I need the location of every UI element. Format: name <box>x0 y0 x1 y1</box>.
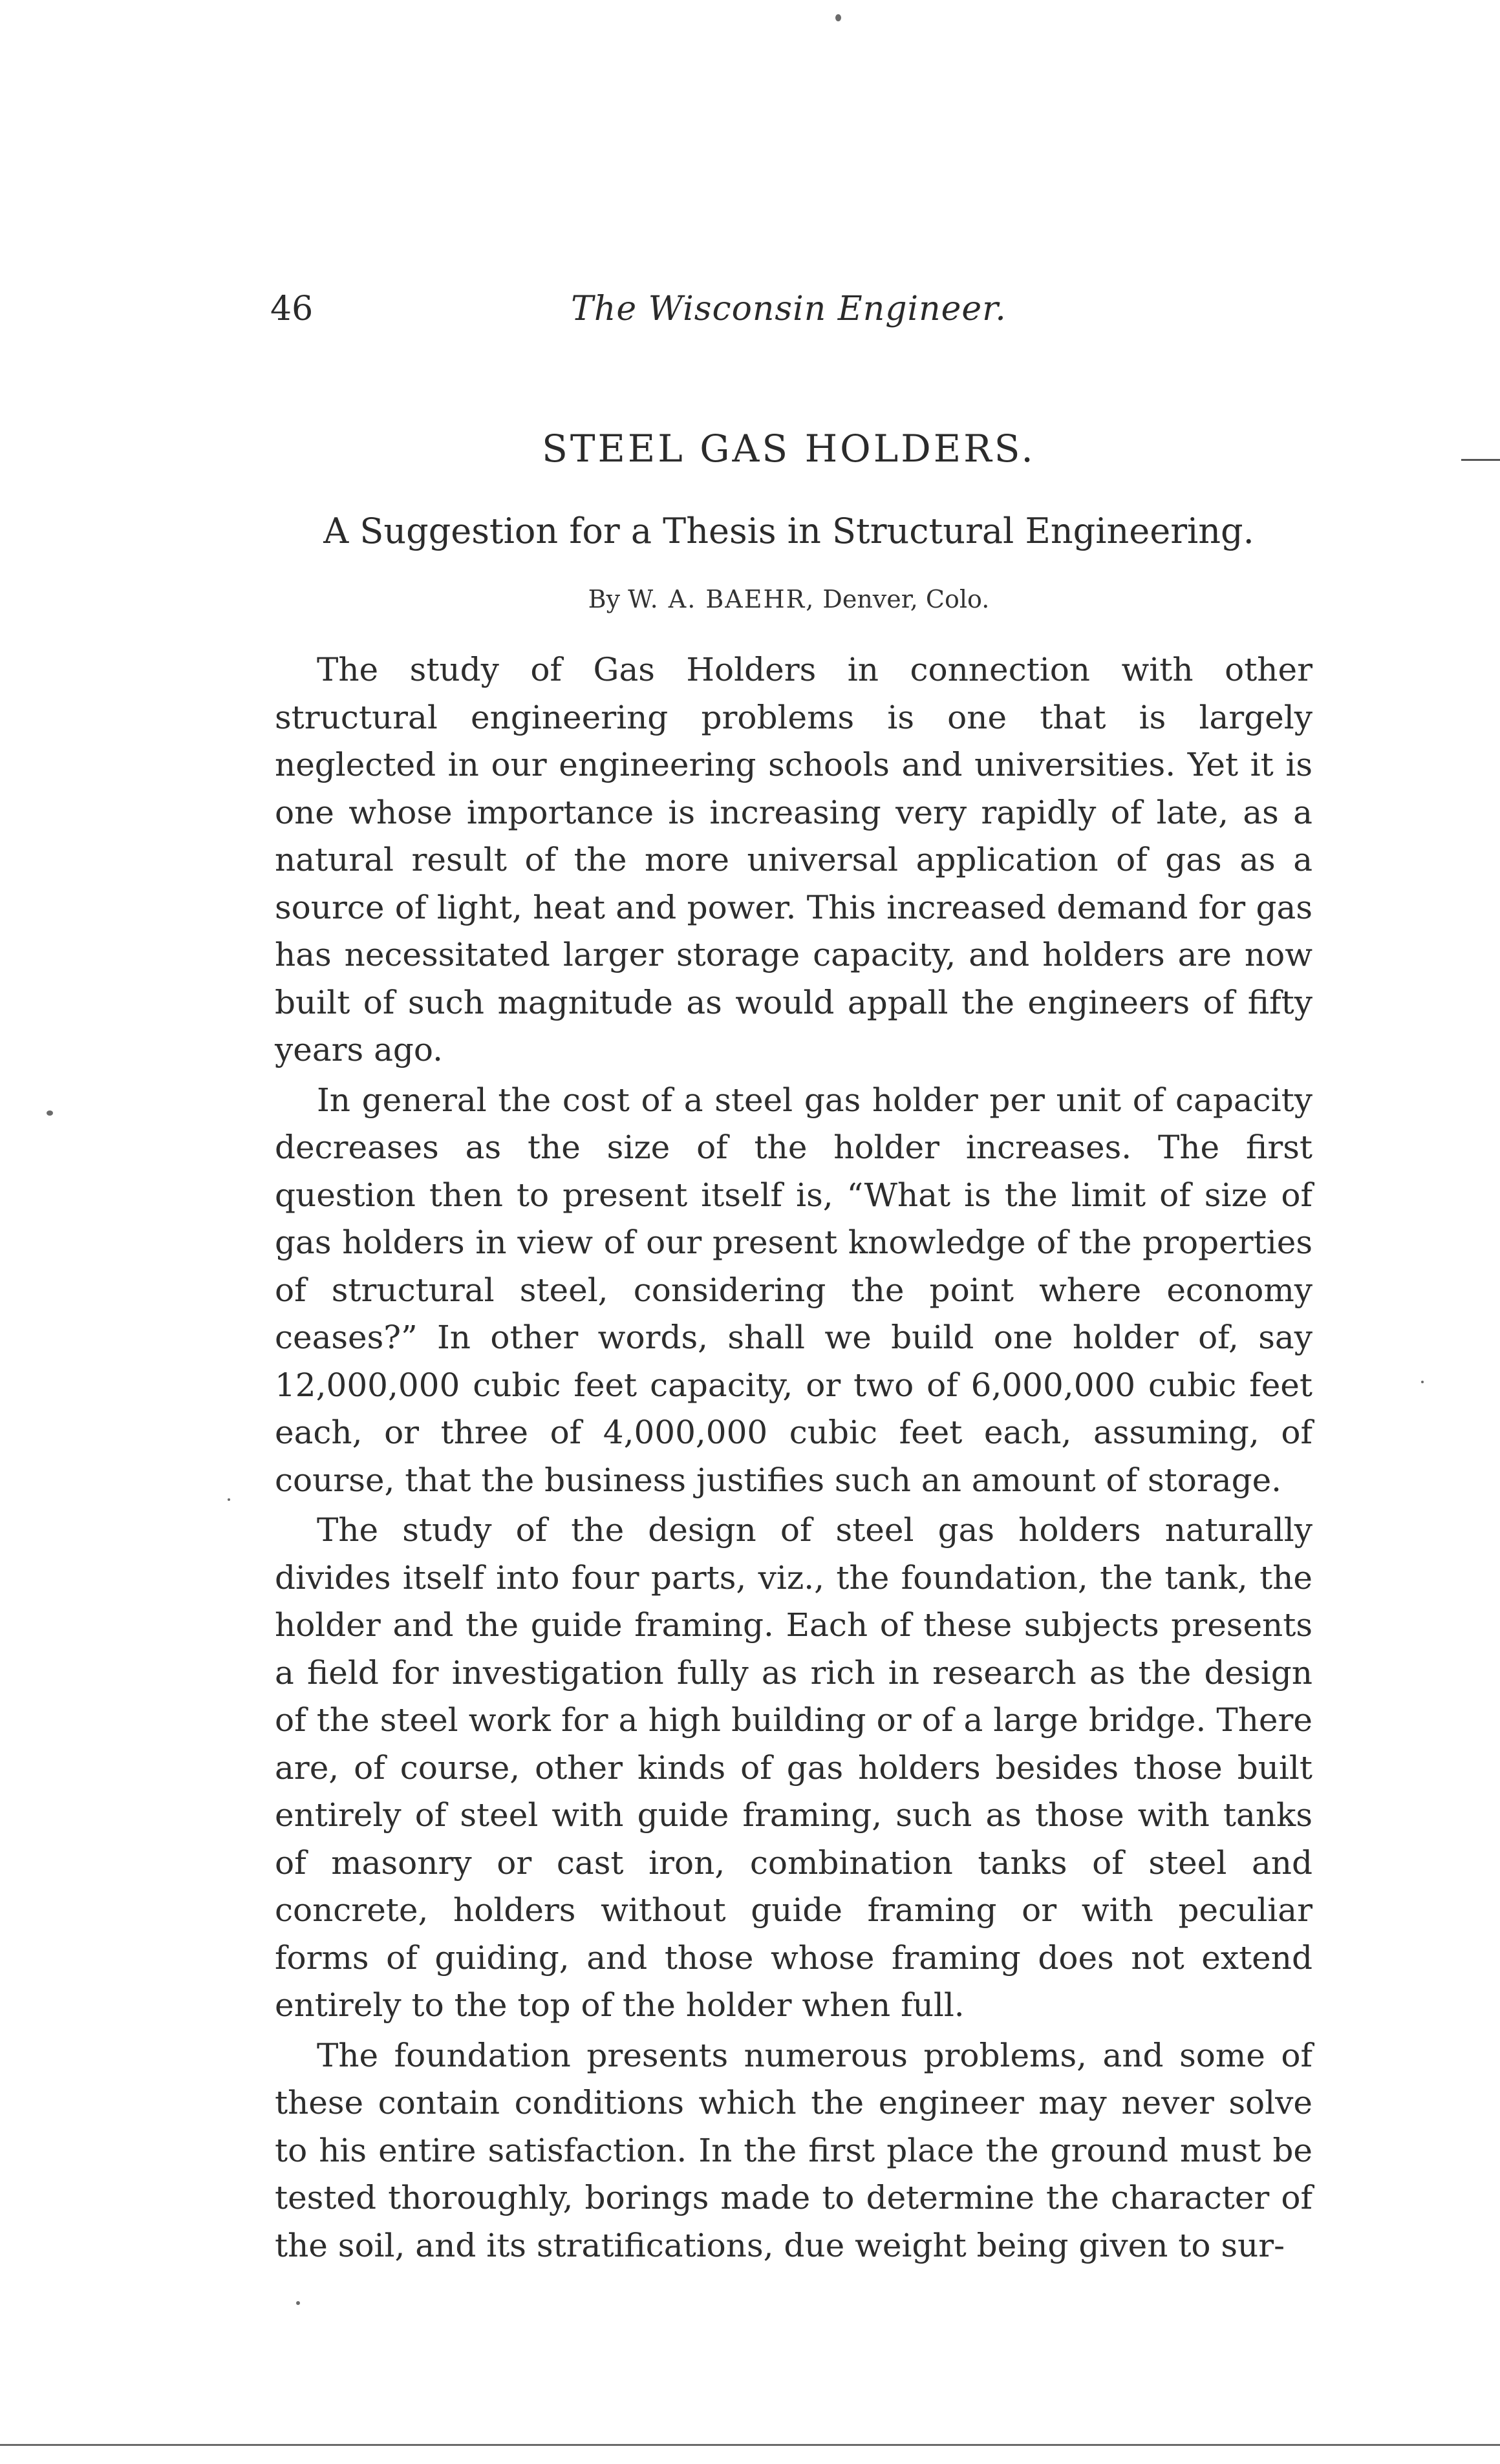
ink-speck-right-margin <box>1421 1381 1424 1383</box>
ink-speck-top <box>835 14 841 21</box>
scan-bottom-edge <box>0 2444 1500 2446</box>
author-name: W. A. BAEHR, <box>628 585 815 613</box>
article-title: STEEL GAS HOLDERS. <box>542 427 1036 471</box>
running-head <box>259 284 1319 336</box>
ink-speck-bottom <box>296 2301 300 2305</box>
article-body <box>275 646 1312 2272</box>
page-number: 46 <box>270 290 314 328</box>
byline <box>259 585 1319 613</box>
byline-prefix: By <box>588 585 621 613</box>
paragraph-3: The study of the design of steel gas holders naturally divides itself into four parts, viz., the foundation, the tank, the holder and the guide framing. Each of these subjects presents a field for investigation fully as rich in research as the design of the steel work for a high building or of a large bridge. There are, of course, other kinds of gas holders besides those built entirely of steel with guide framing, such as those with tanks of masonry or cast iron, combination tanks of steel and concrete, holders without guide framing or with peculiar forms of guiding, and those whose framing does not extend entirely to the top of the holder when full. <box>275 1511 1312 2024</box>
paragraph-2: In general the cost of a steel gas holder per unit of capacity decreases as the size of the holder increases. The first question then to present itself is, “What is the limit of size of gas holders in view of our present knowledge of the properties of structural steel, considering the point where economy ceases?” In other words, shall we build one holder of, say 12,000,000 cubic feet capacity, or two of 6,000,000 cubic feet each, or three of 4,000,000 cubic feet each, assuming, of course, that the business justifies such an amount of storage. <box>275 1081 1312 1499</box>
margin-mark-right <box>1461 459 1500 461</box>
journal-title: The Wisconsin Engineer. <box>571 290 1007 328</box>
ink-speck-left-margin-lower <box>228 1498 230 1501</box>
ink-speck-left-margin <box>47 1110 53 1116</box>
article-subtitle: A Suggestion for a Thesis in Structural Engineering. <box>323 511 1254 551</box>
paragraph-4: The foundation presents numerous problems, and some of these contain conditions which the engineer may never solve to his entire satisfaction. In the first place the ground must be tested thoroughly, borings made to determine the character of the soil, and its stratifications, due weight being given to sur- <box>275 2036 1312 2264</box>
author-location: Denver, Colo. <box>822 585 990 613</box>
paragraph-1: The study of Gas Holders in connection with other structural engineering problems is one that is largely neglected in our engineering schools and universities. Yet it is one whose importance is increasing very rapidly of late, as a natural result of the more universal application of gas as a source of light, heat and power. This increased demand for gas has necessitated larger storage capacity, and holders are now built of such magnitude as would appall the engineers of fifty years ago. <box>275 651 1312 1068</box>
